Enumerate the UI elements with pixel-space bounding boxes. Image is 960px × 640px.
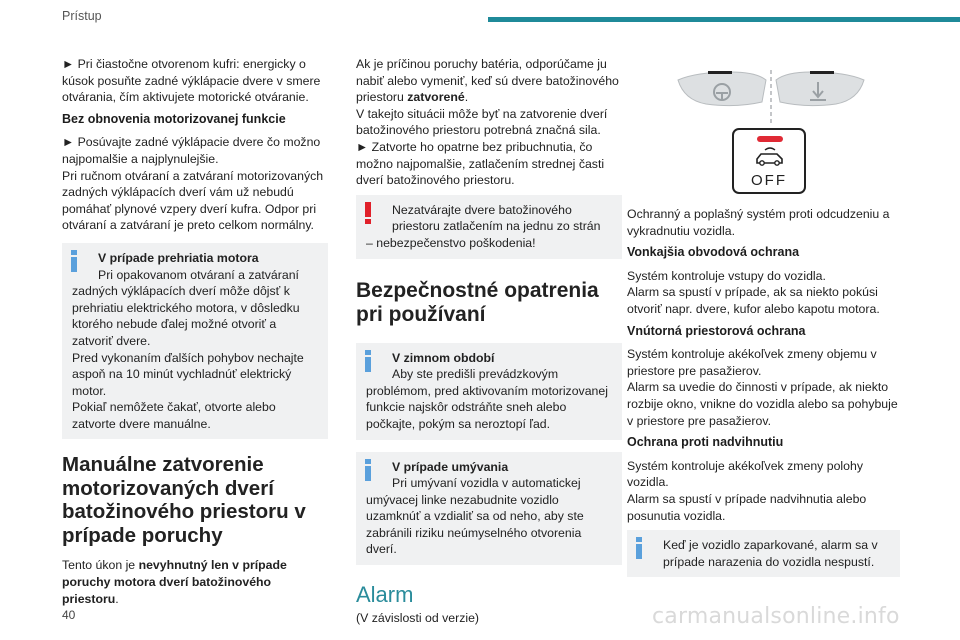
section-heading: Manuálne zatvorenie motorizovaných dverí batožinového priestoru v prípade poruchy (62, 453, 306, 547)
info-icon (365, 459, 381, 483)
info-box-text: prípade narazenia do vozidla nespustí. (663, 554, 875, 569)
alarm-off-button-illustration (732, 128, 806, 194)
info-box-text: Pred vykonaním ďalších pohybov nechajte (72, 350, 304, 365)
column-2 (356, 56, 622, 631)
info-box-text: Aby ste predišli prevádzkovým (392, 367, 559, 382)
section-title: Prístup (62, 9, 102, 23)
watermark: carmanualsonline.info (652, 604, 900, 629)
info-box-text: Keď je vozidlo zaparkované, alarm sa v (663, 538, 878, 553)
info-icon (636, 537, 652, 561)
info-box-title: V zimnom období (392, 350, 495, 365)
paragraph: Alarm sa uvedie do činnosti v prípade, ak niekto rozbije okno, vnikne do vozidla alebo sa pohybuje v priestore pre pasažierov. (627, 380, 898, 428)
info-box (62, 243, 328, 440)
paragraph: Tento úkon je nevyhnutný len v prípade poruchy motora dverí batožinového priestoru. (62, 558, 287, 606)
warning-box-text: Nezatvárajte dvere batožinového (392, 202, 572, 217)
paragraph: ► Posúvajte zadné výklápacie dvere čo možno najpomalšie a najplynulejšie. (62, 135, 321, 166)
info-box-title: V prípade prehriatia motora (98, 250, 259, 265)
column-1 (62, 56, 328, 612)
info-box (356, 452, 622, 566)
info-box-title: V prípade umývania (392, 459, 509, 474)
paragraph: Systém kontroluje akékoľvek zmeny objemu v priestore pre pasažierov. (627, 347, 877, 378)
info-box-text: zadných výklápacích dverí môže dôjsť k prehriatiu elektrického motora, v dôsledku ktorého nebude ďalej možné otvoriť a zatvoriť dvere. (72, 284, 300, 348)
column-3 (627, 206, 900, 589)
warning-icon (365, 202, 381, 226)
paragraph: Systém kontroluje akékoľvek zmeny polohy vozidla. (627, 458, 863, 490)
info-box-text: Pri umývaní vozidla v automatickej (392, 476, 581, 491)
page-number: 40 (62, 608, 76, 622)
subheading: Bez obnovenia motorizovanej funkcie (62, 111, 286, 126)
paragraph: ► Zatvorte ho opatrne bez pribuchnutia, čo možno najpomalšie, zatlačením strednej časti dverí batožinového priestoru. (356, 139, 605, 188)
red-indicator-light (757, 136, 783, 142)
info-box-text: aspoň na 10 minút vychladnúť elektrický motor. (72, 367, 292, 398)
paragraph: Ochranný a poplašný systém proti odcudzeniu a vykradnutiu vozidla. (627, 207, 890, 238)
paragraph: Alarm sa spustí v prípade nadvihnutia alebo posunutia vozidla. (627, 491, 867, 523)
paragraph: Pri ručnom otváraní a zatváraní motorizovaných zadných výklápacích dverí vám už nebudú pomáhať plynové vzpery dverí kufra. Odpor pri otváraní a zatváraní je preto celkom normálny. (62, 168, 324, 233)
subheading: Vonkajšia obvodová ochrana (627, 245, 800, 260)
info-icon (71, 250, 87, 274)
warning-box (356, 195, 622, 259)
car-alarm-icon (753, 146, 787, 168)
header-accent-bar (488, 17, 960, 22)
paragraph: Alarm sa spustí v prípade, ak sa niekto pokúsi otvoriť napr. dvere, kufor alebo kapotu motora. (627, 285, 880, 316)
info-box-text: umývacej linke nezabudnite vozidlo uzamknúť a vzdialiť sa od neho, aby ste zabránili riziku neúmyselného otvorenia dverí. (366, 492, 584, 557)
paragraph: V takejto situácii môže byť na zatvorenie dverí batožinového priestoru potrebná značná sila. (356, 106, 608, 138)
subheading: Vnútorná priestorová ochrana (627, 323, 806, 338)
info-box-text: problémom, pred aktivovaním motorizovanej funkcie najskôr odstráňte sneh alebo počkajte, pokým sa neroztopí ľad. (366, 383, 608, 431)
paragraph: Systém kontroluje vstupy do vozidla. (627, 268, 826, 283)
alarm-title: Alarm (356, 582, 414, 608)
warning-box-text: priestoru zatlačením na jednu zo strán (392, 219, 601, 234)
warning-box-text: – nebezpečenstvo poškodenia! (366, 235, 536, 250)
section-heading: Bezpečnostné opatrenia pri používaní (356, 278, 599, 326)
info-box (627, 530, 900, 577)
paragraph: Ak je príčinou poruchy batéria, odporúčame ju nabiť alebo vymeniť, keď sú dvere batožinového priestoru zatvorené. (356, 57, 619, 105)
off-label: OFF (751, 172, 787, 189)
subheading: Ochrana proti nadvihnutiu (627, 435, 784, 450)
info-box (356, 343, 622, 440)
mirror-sensor-illustration (676, 66, 866, 126)
alarm-subtitle: (V závislosti od verzie) (356, 610, 480, 625)
info-icon (365, 350, 381, 374)
paragraph: ► Pri čiastočne otvorenom kufri: energicky o kúsok posuňte zadné výklápacie dvere v smere otvárania, čím aktivujete motorické otváranie. (62, 57, 321, 105)
info-box-text: Pri opakovanom otváraní a zatváraní (98, 267, 299, 282)
info-box-text: Pokiaľ nemôžete čakať, otvorte alebo zatvorte dvere manuálne. (72, 400, 276, 431)
